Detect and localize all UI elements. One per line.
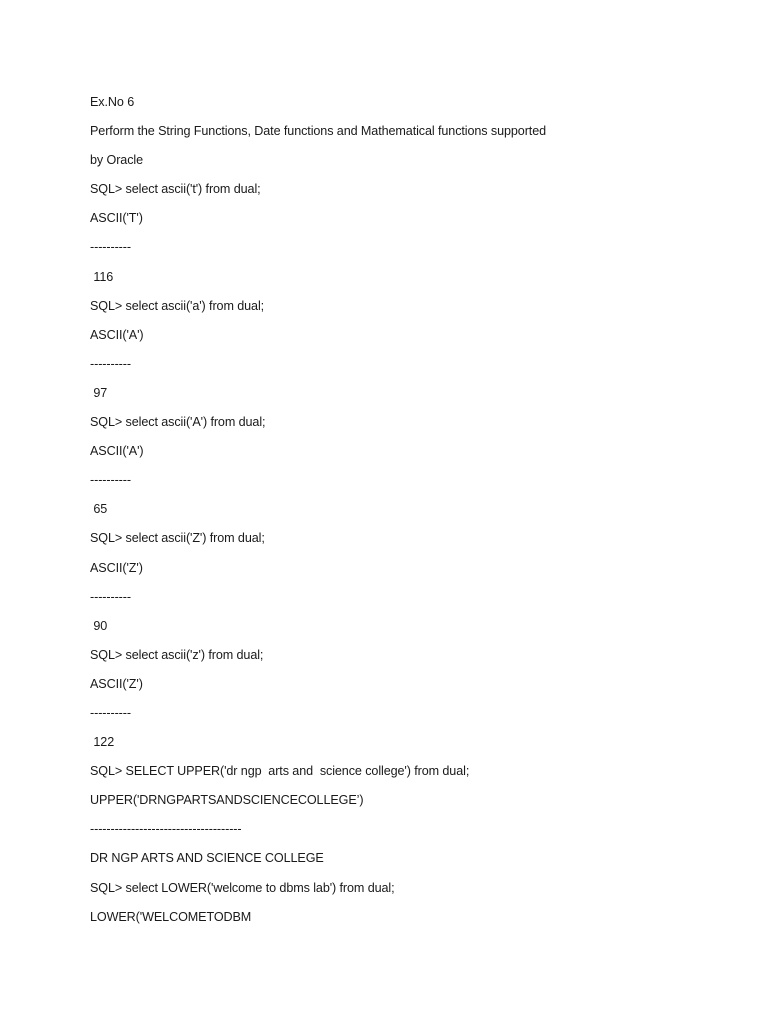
sql-query: SQL> select ascii('t') from dual; xyxy=(90,182,261,197)
result-header: ASCII('A') xyxy=(90,444,144,459)
sql-query: SQL> SELECT UPPER('dr ngp arts and science college') from dual; xyxy=(90,764,470,779)
exercise-title-line-1: Perform the String Functions, Date functions and Mathematical functions supported xyxy=(90,124,547,139)
result-value: 97 xyxy=(90,385,108,400)
result-value: 90 xyxy=(90,618,108,633)
result-value: 122 xyxy=(90,735,115,750)
sql-query: SQL> select ascii('Z') from dual; xyxy=(90,531,265,546)
result-separator: ---------- xyxy=(90,705,131,720)
exercise-number: Ex.No 6 xyxy=(90,95,135,109)
result-header: ASCII('Z') xyxy=(90,560,143,575)
result-value: DR NGP ARTS AND SCIENCE COLLEGE xyxy=(90,851,324,866)
result-header: ASCII('Z') xyxy=(90,676,143,691)
result-separator: ------------------------------------- xyxy=(90,822,242,837)
exercise-title-line-2: by Oracle xyxy=(90,153,143,168)
result-header: UPPER('DRNGPARTSANDSCIENCECOLLEGE’) xyxy=(90,793,364,808)
result-separator: ---------- xyxy=(90,356,131,371)
result-header: ASCII('T') xyxy=(90,211,143,226)
result-value: 65 xyxy=(90,502,108,517)
result-separator: ---------- xyxy=(90,589,131,604)
sql-query: SQL> select ascii('z') from dual; xyxy=(90,647,264,662)
document-text xyxy=(90,93,730,937)
result-value: 116 xyxy=(90,269,114,284)
result-separator: ---------- xyxy=(90,473,131,488)
sql-query: SQL> select ascii('A') from dual; xyxy=(90,415,266,430)
sql-query: SQL> select ascii('a') from dual; xyxy=(90,298,265,313)
sql-query: SQL> select LOWER('welcome to dbms lab') from dual; xyxy=(90,880,395,895)
result-header: LOWER('WELCOMETODBM xyxy=(90,909,252,924)
result-header: ASCII('A') xyxy=(90,327,144,342)
result-separator: ---------- xyxy=(90,240,131,255)
